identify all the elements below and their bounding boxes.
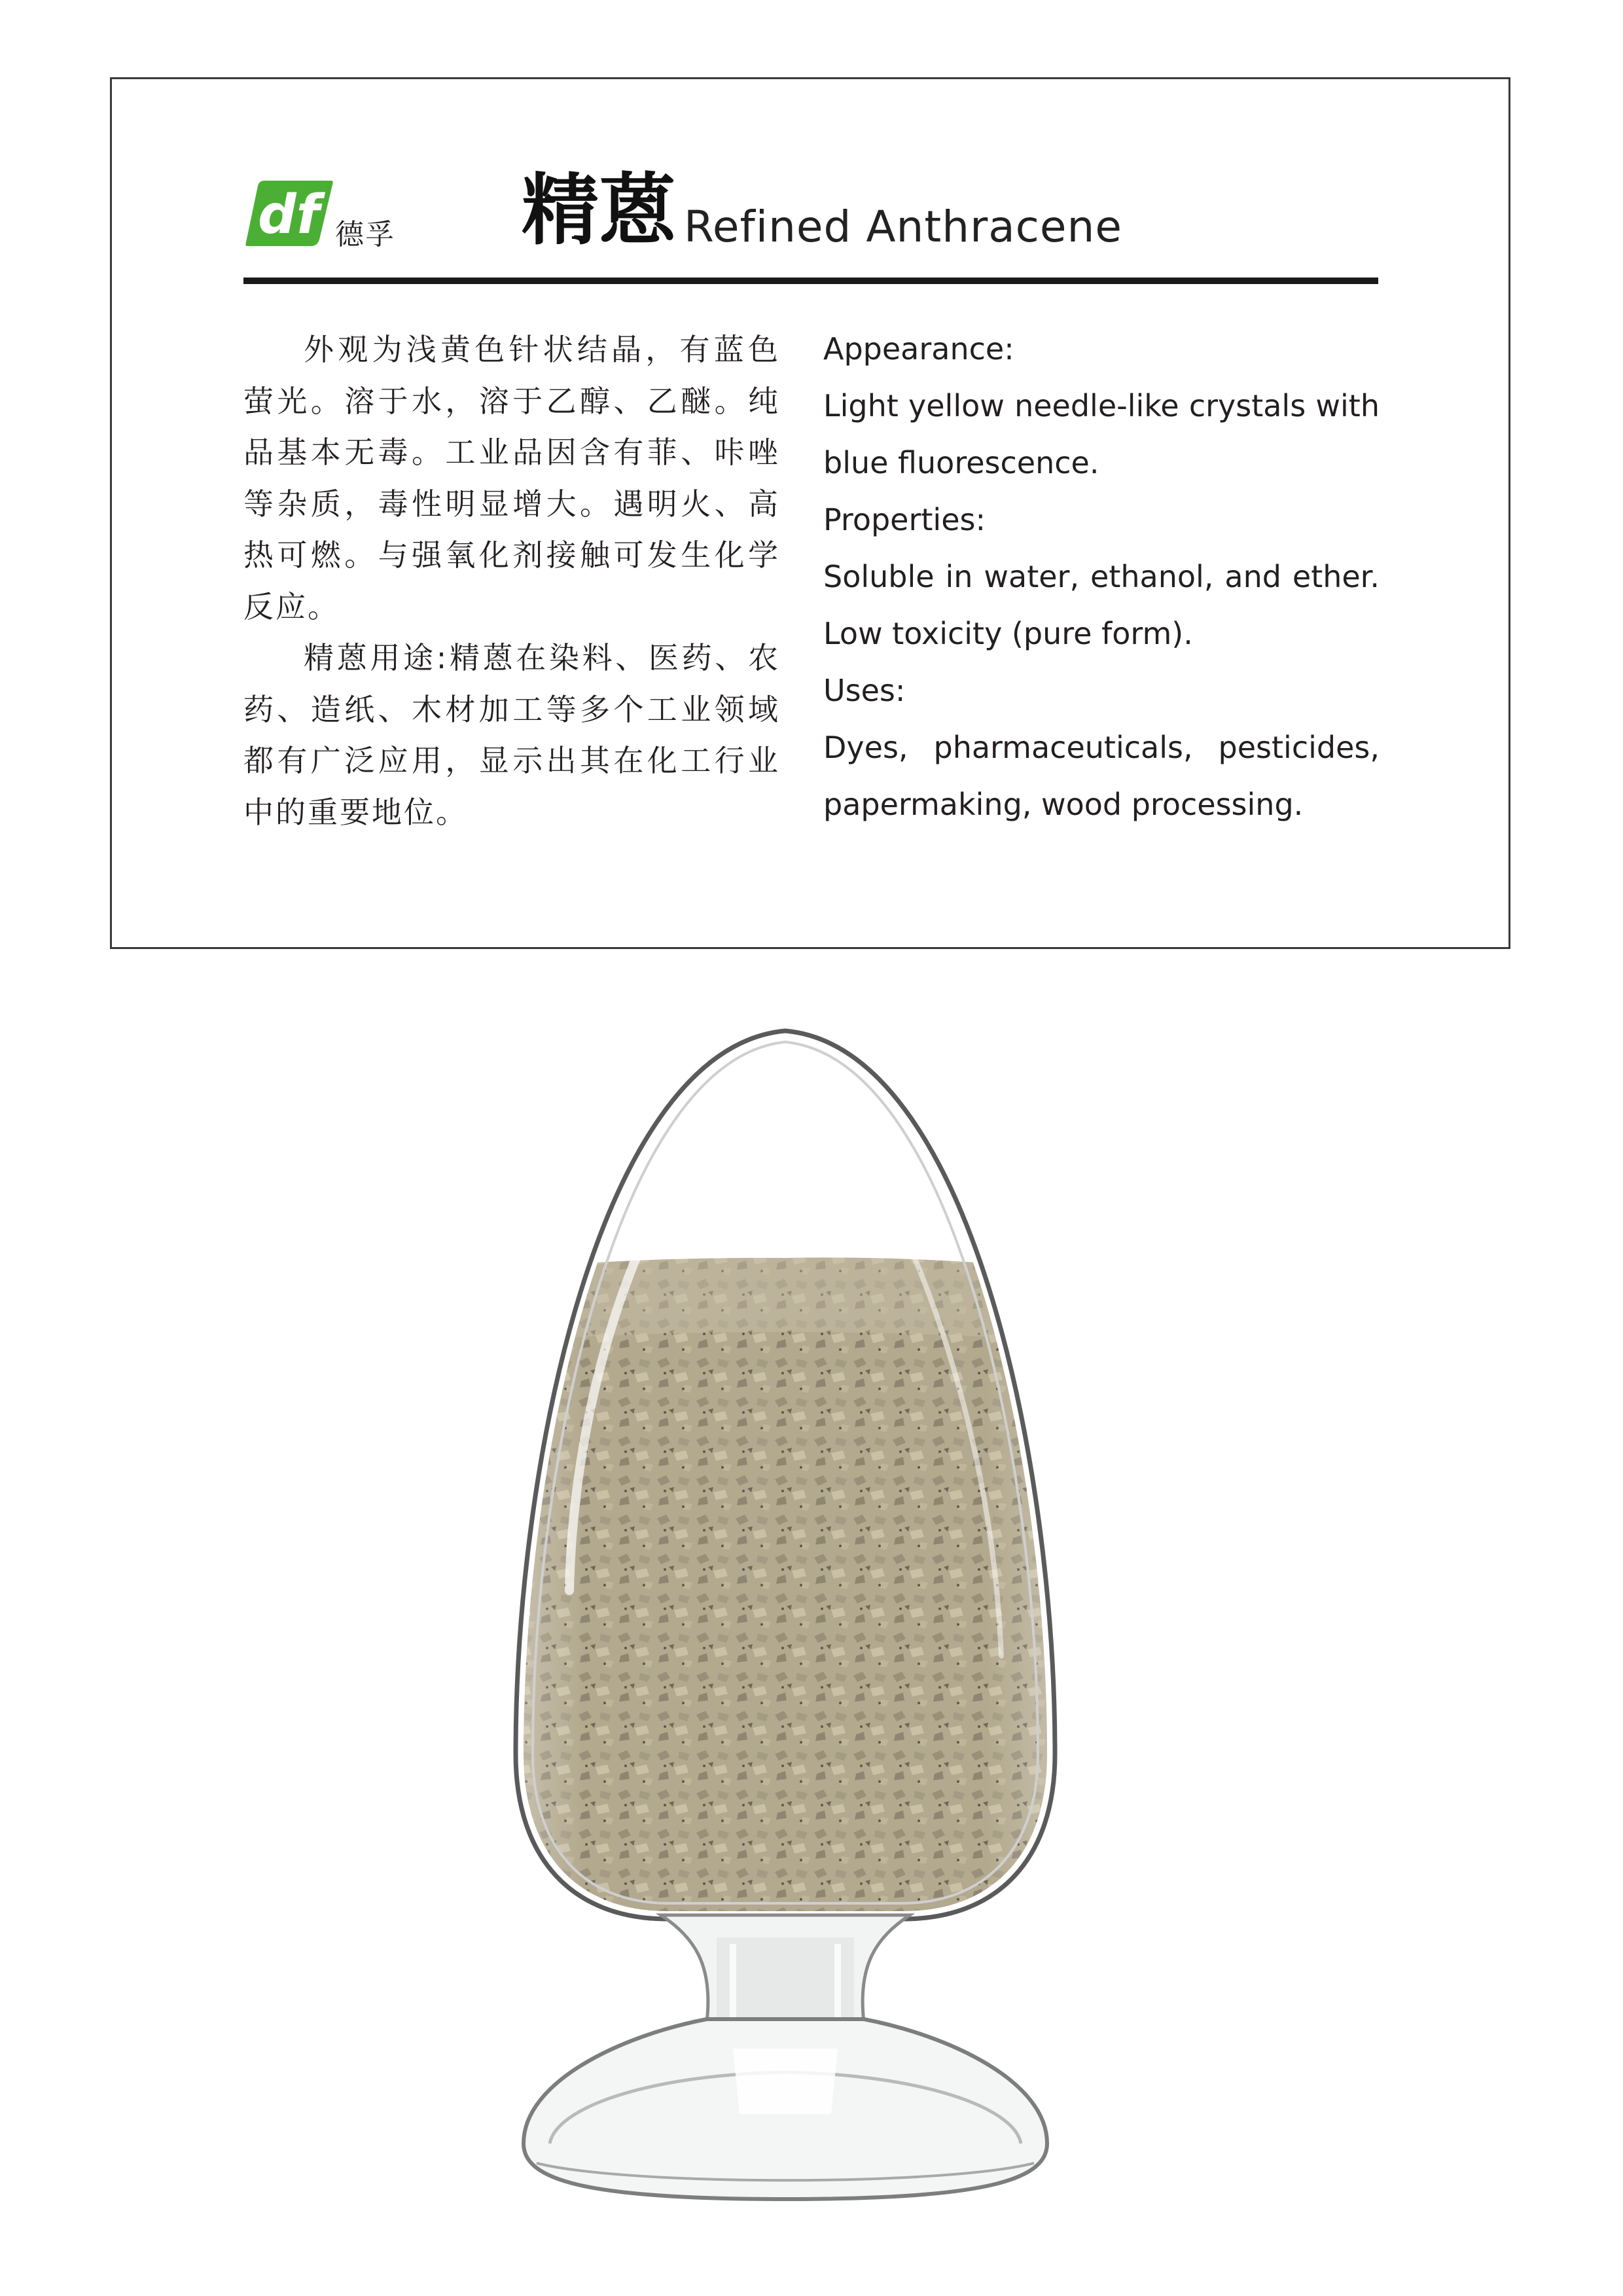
cn-paragraph-uses: 精蒽用途:精蒽在染料、医药、农药、造纸、木材加工等多个工业领域都有广泛应用，显示出其在化工行业中的重要地位。 [243,640,780,830]
uses-line-2: papermaking, wood processing. [823,787,1304,822]
uses-heading: Uses: [823,673,906,708]
english-description [823,321,1380,833]
appearance-line-2: blue fluorescence. [823,445,1099,480]
properties-line-2: Low toxicity (pure form). [823,616,1193,651]
properties-line-1: Soluble in water, ethanol, and ether. [823,559,1380,594]
uses-line-1: Dyes, pharmaceuticals, pesticides, [823,730,1380,765]
logo-letters: df [258,184,320,246]
chinese-description [243,324,780,838]
title-english: Refined Anthracene [684,202,1122,252]
product-photo [497,1001,1073,2245]
title-chinese: 精蒽 [522,165,677,255]
title-underline [243,278,1378,284]
appearance-heading: Appearance: [823,331,1014,367]
properties-heading: Properties: [823,502,986,537]
cn-paragraph-appearance: 外观为浅黄色针状结晶，有蓝色萤光。溶于水，溶于乙醇、乙醚。纯品基本无毒。工业品因含有菲、咔唑等杂质，毒性明显增大。遇明火、高热可燃。与强氧化剂接触可发生化学反应。 [243,332,780,624]
brand-logo [243,177,335,250]
brand-name: 德孚 [335,218,395,251]
appearance-line-1: Light yellow needle-like crystals with [823,388,1380,423]
